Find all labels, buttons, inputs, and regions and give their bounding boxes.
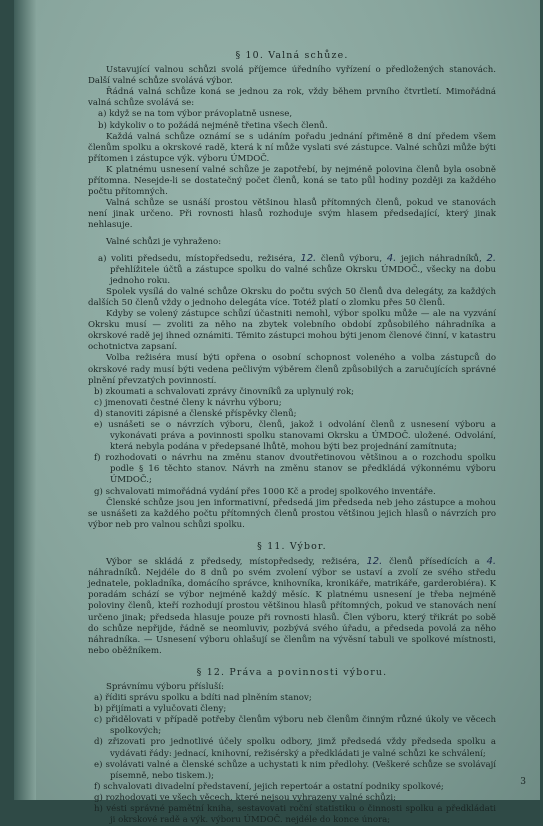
text-fragment: přehlížitele účtů a zástupce spolku do valné schůze Okrsku ÚMDOČ., všecky na dobu jednoho roku. [110, 264, 496, 286]
list-item: c) jmenovati čestné členy k návrhu výboru; [94, 397, 282, 408]
list [88, 387, 496, 498]
paragraph: Každá valná schůze oznámí se s udáním pořadu jednání přiměně 8 dní předem všem členům spolku a okrskové radě, která k ní může vyslati své zástupce. Valné schůzi může býti přítomen i zástupce výk. výboru ÚMDOČ. [88, 131, 496, 164]
list-item: f) rozhodovati o návrhu na změnu stanov dvoutřetinovou většinou a o rozchodu spolku podle § 16 těchto stanov. Návrh na změnu stanov se předkládá výkonnému výboru ÚMDOČ.; [94, 453, 496, 486]
handwritten-number: 4. [386, 252, 397, 264]
list-item: h) vésti správné pamětní kniha, sestavovati roční statistiku o činnosti spolku a předkládati ji okrskové radě a výk. výboru ÚMDOČ. nejdéle do konce února; [94, 804, 496, 826]
paragraph: Členské schůze jsou jen informativní, předsedá jim předseda neb jeho zástupce a mohou se usnášeti za každého počtu přítomných členů prostou většinou jejich hlasů o návrzích pro výbor neb pro valnou schůzi spolku. [88, 497, 496, 530]
list-item: e) usnášeti se o návrzích výboru, členů, jakož i odvolání členů z usnesení výboru a vykonávati práva a povinnosti spolku stanovami Okrsku a ÚMDOČ. uložené. Odvolání, která nebyla podána v předepsané lhůtě, mohou býti bez projednání zamítnuta; [94, 420, 496, 453]
handwritten-number: 12. [300, 252, 317, 264]
paragraph: Správnímu výboru přísluší: [106, 681, 225, 692]
paragraph: K platnému usnesení valné schůze je zapotřebí, by nejméně polovina členů byla osobně přítomna. Nesejde-li se dostatečný počet členů, koná se tato půl hodiny později za každého počtu přítomných. [88, 164, 496, 198]
paragraph: Řádná valná schůze koná se jednou za rok, vždy během prvního čtvrtletí. Mimořádná valná schůze svolává se: [88, 87, 496, 109]
handwritten-number: 2. [486, 252, 497, 264]
section-12-title: § 12. Práva a povinnosti výboru. [196, 666, 388, 678]
paragraph: Valné schůzi je vyhraženo: [106, 236, 222, 247]
section-10-title: § 10. Valná schůze. [235, 50, 349, 61]
paragraph: Ustavující valnou schůzi svolá příjemce úředního vyřízení o předložených stanovách. Další valné schůze svolává výbor. [88, 65, 496, 87]
handwritten-number: 4. [486, 556, 496, 568]
document-page [14, 0, 540, 826]
list-item: c) přidělovati v případě potřeby členům výboru neb členům činným různé úkoly ve věcech spolkových; [94, 715, 496, 737]
list-item: d) zřizovati pro jednotlivé účely spolku odbory, jimž předsedá vždy předseda spolku a vydávati řády: jednací, knihovní, režisérský a předkládati je valné schůzi ke schválení; [94, 737, 496, 759]
list-item: b) zkoumati a schvalovati zprávy činovníků za uplynulý rok; [94, 386, 355, 397]
list-item: a) když se na tom výbor právoplatně usnese, [98, 109, 293, 120]
handwritten-number: 12. [366, 556, 383, 568]
paragraph [88, 556, 496, 657]
list-item: f) schvalovati divadelní představení, jejich repertoár a ostatní podniky spolkové; [94, 781, 444, 792]
list-item: b) kdykoliv o to požádá nejméně třetina všech členů. [98, 120, 328, 131]
paragraph: Valná schůze se usnáší prostou většinou hlasů přítomných členů, pokud ve stanovách není jinak určeno. Při rovnosti hlasů rozhoduje svým hlasem předsedající, který jinak nehlasuje. [88, 198, 496, 231]
paragraph: Kdyby se volený zástupce schůzí účastniti nemohl, výbor spolku může — ale na vyzvání Okrsku musí — zvoliti za něho na zbytek volebního období způsobilého náhradníka a okrskové radě jej ihned oznámiti. Těmito zástupci mohou býti jenom členové činní, v katastru ochotnictva zapsaní. [88, 309, 496, 353]
list-item: b) přijímati a vylučovati členy; [94, 704, 227, 715]
list-item [88, 253, 496, 287]
list-item: d) stanoviti zápisné a členské příspěvky členů; [94, 408, 297, 419]
text-fragment: a) voliti předsedu, místopředsedu, režiséra, [98, 253, 296, 264]
list-item: g) schvalovati mimořádná vydání přes 1000 Kč a prodej spolkového inventáře. [94, 486, 436, 497]
list [88, 693, 496, 826]
list-item: e) svolávati valné a členské schůze a uchystati k nim předlohy. (Veškeré schůze se svolávají písemně, nebo tiskem.); [94, 759, 496, 781]
text-fragment: jejich náhradníků, [400, 253, 482, 264]
section-11-title: § 11. Výbor. [257, 540, 327, 552]
list-item: a) říditi správu spolku a bdíti nad plněním stanov; [94, 693, 312, 704]
text-fragment: Výbor se skládá z předsedy, místopředsedy, režiséra, [106, 557, 360, 568]
list-item: g) rozhodovati ve všech věcech, které nejsou vyhrazeny valné schůzi; [94, 792, 397, 803]
paragraph: Volba režiséra musí býti opřena o osobní schopnost voleného a volba zástupců do okrskové rady musí býti vedena pečlivým výběrem členů způsobilých a zaručujících správné plnění převzatých povinností. [88, 353, 496, 386]
text-fragment: náhradníků. Nejdéle do 8 dnů po svém zvolení výbor se ustaví a zvolí ze svého středu jednatele, pokladníka, domácího správce, knihovníka, kronikáře, matrikáře, garderobiéra). K poradám schází se výbor nejméně každý měsíc. K platnému usnesení je třeba nejméně poloviny členů, kteří rozhodují prostou většinou hlasů přítomných, pokud ve stanovách není určeno jinak; předseda hlasuje pouze při rovnosti hlasů. Člen výboru, který třikrát po sobě do schůze nepřijde, řádně se neomluviv, pozbývá svého úřadu, a předseda povolá za něho náhradníka. — Usnesení výboru ohlašují se členům na vývěsní tabuli ve spolkové místnosti, nebo oběžníkem. [88, 568, 496, 656]
page-number: 3 [520, 776, 526, 787]
paragraph: Spolek vysílá do valné schůze Okrsku do počtu svých 50 členů dva delegáty, za každých dalších 50 členů vždy o jednoho delegáta více. Totéž platí o zlomku přes 50 členů. [88, 286, 496, 308]
text-fragment: členů výboru, [320, 253, 383, 264]
text-fragment: členů přísedících a [389, 557, 480, 568]
